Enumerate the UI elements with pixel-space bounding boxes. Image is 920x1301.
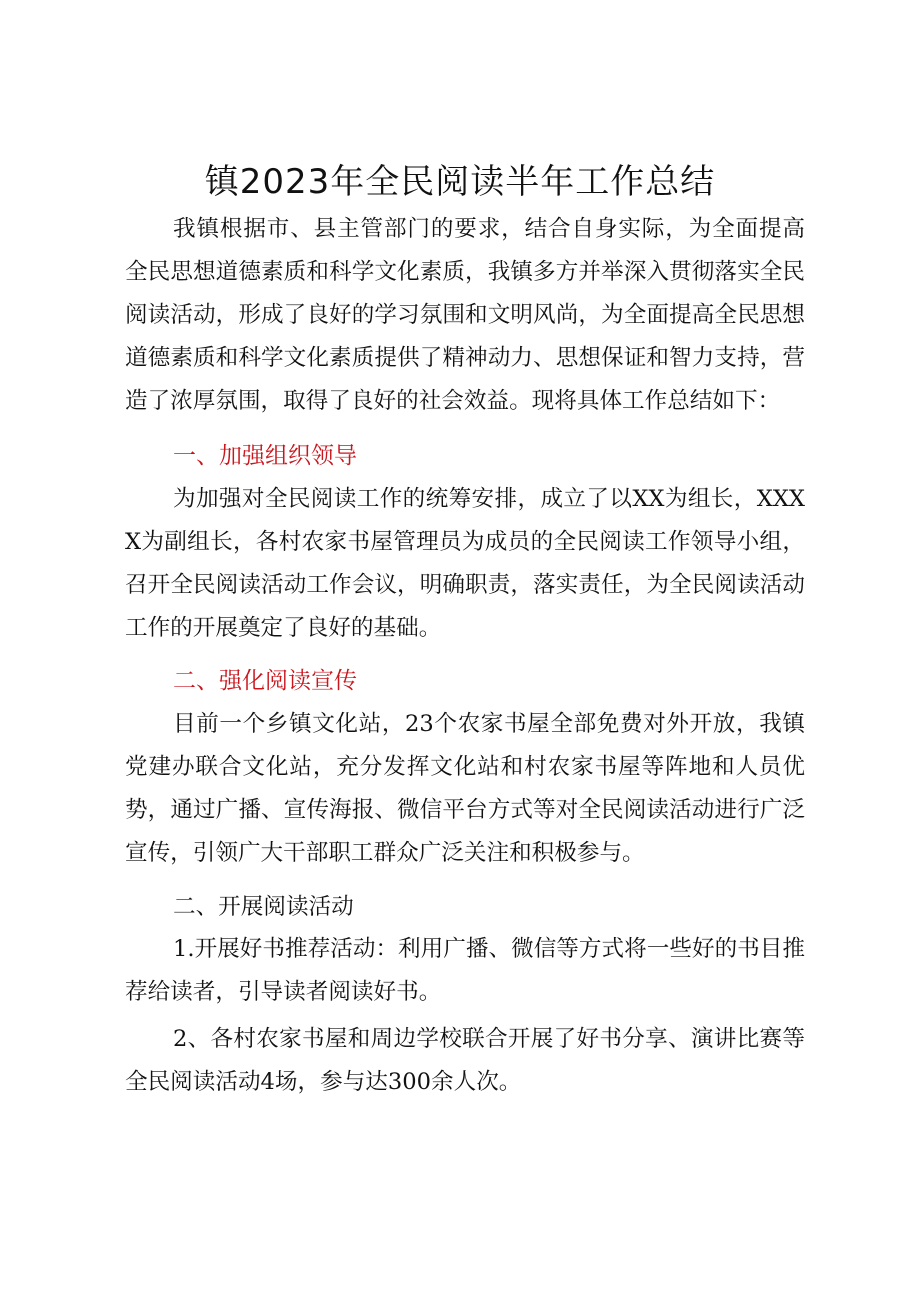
intro-paragraph: 我镇根据市、县主管部门的要求，结合自身实际，为全面提高全民思想道德素质和科学文化素质，我镇多方并举深入贯彻落实全民阅读活动，形成了良好的学习氛围和文明风尚，为全面提高全民思想道德素质和科学文化素质提供了精神动力、思想保证和智力支持，营造了浓厚氛围，取得了良好的社会效益。现将具体工作总结如下： xyxy=(125,216,805,414)
section-body-promotion: 目前一个乡镇文化站，23个农家书屋全部免费对外开放，我镇党建办联合文化站，充分发挥文化站和村农家书屋等阵地和人员优势，通过广播、宣传海报、微信平台方式等对全民阅读活动进行广泛宣传，引领广大干部职工群众广泛关注和积极参与。 xyxy=(125,711,805,866)
document-title: 镇2023年全民阅读半年工作总结 xyxy=(204,162,716,202)
section-heading-organization: 一、加强组织领导 xyxy=(173,443,357,469)
section-heading-activities: 二、开展阅读活动 xyxy=(173,894,354,920)
section-body-organization: 为加强对全民阅读工作的统筹安排，成立了以XX为组长，XXXX为副组长，各村农家书屋管理员为成员的全民阅读工作领导小组，召开全民阅读活动工作会议，明确职责，落实责任，为全民阅读活动工作的开展奠定了良好的基础。 xyxy=(125,486,805,641)
activity-item-2: 2、各村农家书屋和周边学校联合开展了好书分享、演讲比赛等全民阅读活动4场，参与达300余人次。 xyxy=(125,1026,805,1095)
activity-item-1: 1.开展好书推荐活动：利用广播、微信等方式将一些好的书目推荐给读者，引导读者阅读好书。 xyxy=(125,936,805,1005)
section-heading-promotion: 二、强化阅读宣传 xyxy=(173,668,357,694)
